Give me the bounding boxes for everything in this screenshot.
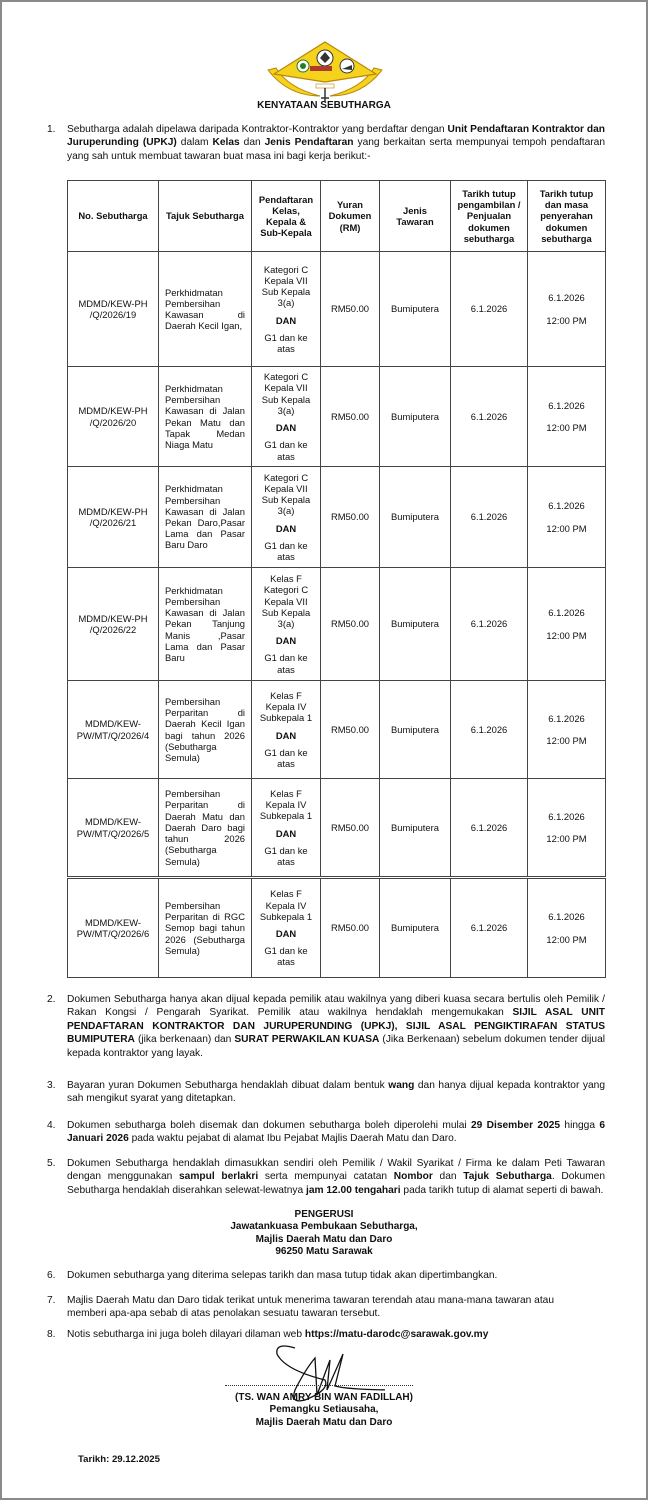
cell-jenis: Bumiputera xyxy=(380,779,451,878)
closing-date: 6.1.2026 xyxy=(548,399,585,411)
item-number: 8. xyxy=(47,1329,56,1340)
cell-tarikh-jual: 6.1.2026 xyxy=(451,367,528,467)
cell-pendaftaran xyxy=(252,568,321,681)
cell-yuran: RM50.00 xyxy=(321,367,380,467)
cell-tajuk: Pembersihan Perparitan di Daerah Matu dan Daerah Daro bagi tahun 2026 (Sebutharga Semula) xyxy=(159,779,252,878)
cell-jenis: Bumiputera xyxy=(380,878,451,978)
cell-tarikh-serah xyxy=(528,252,606,367)
cell-tarikh-jual: 6.1.2026 xyxy=(451,681,528,779)
paragraph-text xyxy=(67,1079,605,1106)
text: Notis sebutharga ini juga boleh dilayari dilaman web xyxy=(67,1329,305,1340)
page-title: KENYATAAN SEBUTHARGA xyxy=(257,100,391,111)
address-line: 96250 Matu Sarawak xyxy=(275,1246,373,1258)
text: dalam xyxy=(176,137,213,149)
closing-date: 6.1.2026 xyxy=(548,292,585,304)
item-number: 7. xyxy=(47,1295,56,1306)
cell-pendaftaran xyxy=(252,252,321,367)
cell-tarikh-serah xyxy=(528,467,606,568)
cell-yuran: RM50.00 xyxy=(321,467,380,568)
cell-tajuk: Pembersihan Perparitan di Daerah Kecil Igan bagi tahun 2026 (Sebutharga Semula) xyxy=(159,681,252,779)
paragraph-3 xyxy=(47,1079,605,1106)
paragraph-1 xyxy=(47,123,605,163)
kelas-text: Kelas F Kepala IV Subkepala 1 xyxy=(259,888,313,922)
bold-text: sampul berlakri xyxy=(179,1171,259,1183)
cell-jenis: Bumiputera xyxy=(380,681,451,779)
council-logo xyxy=(258,36,392,106)
text: (Jika Berkenaan) sebelum dokumen tender dijual kepada kontraktor yang layak. xyxy=(67,1034,606,1059)
gred-text: G1 dan ke atas xyxy=(264,652,308,675)
bold-text: Kelas xyxy=(212,137,240,149)
paragraph-6 xyxy=(47,1269,605,1282)
cell-tajuk: Perkhidmatan Pembersihan Kawasan di Jalan Pekan Matu dan Tapak Medan Niaga Matu xyxy=(159,367,252,467)
item-number: 2. xyxy=(47,994,56,1005)
signatory-position: Pemangku Setiausaha, xyxy=(269,1404,379,1416)
text: (jika berkenaan) dan xyxy=(134,1034,235,1046)
cell-no: MDMD/KEW-PW/MT/Q/2026/6 xyxy=(68,878,159,978)
paragraph-4 xyxy=(47,1119,605,1146)
closing-date: 6.1.2026 xyxy=(548,911,585,923)
table-row xyxy=(68,568,606,681)
gred-text: G1 dan ke atas xyxy=(264,331,308,354)
header-jenis: Jenis Tawaran xyxy=(380,181,451,252)
text: serta mempunyai catatan xyxy=(258,1171,394,1183)
document-date: Tarikh: 29.12.2025 xyxy=(78,1454,160,1465)
gred-text: G1 dan ke atas xyxy=(264,945,308,968)
dan-text: DAN xyxy=(275,314,297,326)
bold-text: SIJIL ASAL UNIT PENDAFTARAN KONTRAKTOR DAN JURUPERUNDING (UPKJ), SIJIL ASAL PENGIKTIRAFAN STATUS BUMIPUTERA xyxy=(67,1007,606,1046)
cell-yuran: RM50.00 xyxy=(321,252,380,367)
gred-text: G1 dan ke atas xyxy=(264,746,308,769)
bold-text: https://matu-darodc@sarawak.gov.my xyxy=(304,1329,489,1340)
header-pendaftaran: Pendaftaran Kelas, Kepala & Sub-Kepala xyxy=(252,181,321,252)
paragraph-text xyxy=(67,1269,605,1282)
dan-text: DAN xyxy=(275,827,297,839)
cell-no: MDMD/KEW-PW/MT/Q/2026/5 xyxy=(68,779,159,878)
kelas-text: Kategori C Kepala VII Sub Kepala 3(a) xyxy=(261,371,311,416)
cell-pendaftaran xyxy=(252,779,321,878)
closing-time: 12:00 PM xyxy=(546,522,587,534)
kelas-text: Kelas F Kepala IV Subkepala 1 xyxy=(259,787,313,822)
cell-pendaftaran xyxy=(252,681,321,779)
table-row xyxy=(68,779,606,878)
text: Bayaran yuran Dokumen Sebutharga hendaklah dibuat dalam bentuk xyxy=(67,1080,389,1091)
cell-tarikh-jual: 6.1.2026 xyxy=(451,467,528,568)
cell-jenis: Bumiputera xyxy=(380,367,451,467)
text: pada tarikh tutup di alamat seperti di bawah. xyxy=(400,1184,604,1196)
cell-no: MDMD/KEW-PH /Q/2026/20 xyxy=(68,367,159,467)
table-row xyxy=(68,367,606,467)
cell-tajuk: Perkhidmatan Pembersihan Kawasan di Jalan Pekan Tanjung Manis ,Pasar Lama dan Pasar Baru xyxy=(159,568,252,681)
closing-date: 6.1.2026 xyxy=(548,810,585,822)
bold-text: Tajuk Sebutharga xyxy=(463,1171,552,1183)
cell-tarikh-serah xyxy=(528,367,606,467)
signatory-org: Majlis Daerah Matu dan Daro xyxy=(255,1416,393,1428)
text: dan hanya dijual kepada kontraktor yang sah mengikut syarat yang ditetapkan. xyxy=(67,1080,605,1105)
item-number: 6. xyxy=(47,1270,56,1281)
cell-tajuk: Perkhidmatan Pembersihan Kawasan di Jalan Pekan Daro,Pasar Lama dan Pasar Baru Daro xyxy=(159,467,252,568)
kelas-text: Kelas F Kategori C Kepala VII Sub Kepala 3(a) xyxy=(261,573,311,629)
text: Majlis Daerah Matu dan Daro tidak terikat untuk menerima tawaran terendah atau mana-mana tawaran atau memberi apa-apa sebab di atas penolakan sesuatu tawaran tersebut. xyxy=(67,1295,554,1320)
item-number: 1. xyxy=(47,124,56,135)
text: . Dokumen Sebutharga hendaklah diserahkan selewat-lewatnya xyxy=(67,1171,605,1196)
signatory-block xyxy=(0,1392,648,1429)
dan-text: DAN xyxy=(275,635,297,647)
gred-text: G1 dan ke atas xyxy=(264,844,308,867)
cell-yuran: RM50.00 xyxy=(321,681,380,779)
paragraph-7 xyxy=(47,1294,567,1321)
closing-date: 6.1.2026 xyxy=(548,500,585,512)
dan-text: DAN xyxy=(275,729,297,741)
text: dan xyxy=(239,137,265,149)
gred-text: G1 dan ke atas xyxy=(264,439,308,462)
paragraph-text xyxy=(67,1294,567,1321)
table-row xyxy=(68,878,606,978)
cell-pendaftaran xyxy=(252,367,321,467)
paragraph-5 xyxy=(47,1157,605,1197)
signature-line xyxy=(225,1385,413,1386)
cell-pendaftaran xyxy=(252,878,321,978)
cell-yuran: RM50.00 xyxy=(321,568,380,681)
table-row xyxy=(68,681,606,779)
closing-time: 12:00 PM xyxy=(546,833,587,844)
closing-time: 12:00 PM xyxy=(546,933,587,945)
cell-jenis: Bumiputera xyxy=(380,467,451,568)
closing-time: 12:00 PM xyxy=(546,422,587,433)
tender-table xyxy=(67,180,606,978)
bold-text: wang xyxy=(388,1080,415,1091)
header-yuran: Yuran Dokumen (RM) xyxy=(321,181,380,252)
gred-text: G1 dan ke atas xyxy=(264,539,308,562)
cell-tajuk: Pembersihan Perparitan di RGC Semop bagi tahun 2026 (Sebutharga Semula) xyxy=(159,878,252,978)
paragraph-text xyxy=(67,1119,605,1146)
closing-date: 6.1.2026 xyxy=(548,607,585,619)
cell-tajuk: Perkhidmatan Pembersihan Kawasan di Daerah Kecil Igan, xyxy=(159,252,252,367)
cell-jenis: Bumiputera xyxy=(380,568,451,681)
cell-no: MDMD/KEW-PW/MT/Q/2026/4 xyxy=(68,681,159,779)
paragraph-text xyxy=(67,123,605,163)
table-header-row xyxy=(68,181,606,252)
cell-no: MDMD/KEW-PH /Q/2026/19 xyxy=(68,252,159,367)
text: yang berkaitan serta mempunyai tempoh pendaftaran yang sah untuk membuat tawaran buat masa ini bagi kerja berikut:- xyxy=(67,137,605,162)
dan-text: DAN xyxy=(275,522,297,534)
text: Dokumen sebutharga yang diterima selepas tarikh dan masa tutup tidak akan dipertimbangkan. xyxy=(67,1270,498,1281)
closing-time: 12:00 PM xyxy=(546,629,587,641)
cell-tarikh-jual: 6.1.2026 xyxy=(451,252,528,367)
text: Dokumen Sebutharga hendaklah dimasukkan sendiri oleh Pemilik / Wakil Syarikat / Firma ke dalam Peti Tawaran dengan menggunakan xyxy=(67,1158,605,1183)
paragraph-2 xyxy=(47,993,605,1060)
cell-pendaftaran xyxy=(252,467,321,568)
cell-yuran: RM50.00 xyxy=(321,878,380,978)
bold-text: Jenis Pendaftaran xyxy=(264,137,354,149)
bold-text: Nombor xyxy=(393,1171,433,1183)
item-number: 5. xyxy=(47,1158,56,1169)
text: Dokumen sebutharga boleh disemak dan dokumen sebutharga boleh diperolehi mulai xyxy=(67,1120,471,1131)
table-row xyxy=(68,252,606,367)
table-row xyxy=(68,467,606,568)
header-tarikh-jual: Tarikh tutup pengambilan / Penjualan dokumen sebutharga xyxy=(451,181,528,252)
signatory-name: (TS. WAN AMRY BIN WAN FADILLAH) xyxy=(235,1392,413,1403)
kelas-text: Kelas F Kepala IV Subkepala 1 xyxy=(259,689,313,724)
closing-time: 12:00 PM xyxy=(546,735,587,746)
cell-tarikh-jual: 6.1.2026 xyxy=(451,779,528,878)
cell-tarikh-jual: 6.1.2026 xyxy=(451,568,528,681)
bold-text: SURAT PERWAKILAN KUASA xyxy=(234,1034,380,1046)
item-number: 3. xyxy=(47,1080,56,1091)
cell-tarikh-serah xyxy=(528,568,606,681)
cell-tarikh-serah xyxy=(528,779,606,878)
cell-no: MDMD/KEW-PH /Q/2026/21 xyxy=(68,467,159,568)
cell-jenis: Bumiputera xyxy=(380,252,451,367)
text: pada waktu pejabat di alamat Ibu Pejabat Majlis Daerah Matu dan Daro. xyxy=(128,1133,457,1145)
header-tarikh-serah: Tarikh tutup dan masa penyerahan dokumen sebutharga xyxy=(528,181,606,252)
dan-text: DAN xyxy=(275,928,297,939)
address-line: Jawatankuasa Pembukaan Sebutharga, xyxy=(230,1221,418,1233)
address-line: PENGERUSI xyxy=(294,1209,354,1220)
cell-tarikh-jual: 6.1.2026 xyxy=(451,878,528,978)
bold-text: jam 12.00 tengahari xyxy=(306,1184,401,1196)
kelas-text: Kategori C Kepala VII Sub Kepala 3(a) xyxy=(261,263,311,309)
text: Sebutharga adalah dipelawa daripada Kontraktor-Kontraktor yang berdaftar dengan xyxy=(67,124,448,135)
closing-time: 12:00 PM xyxy=(546,314,587,326)
header-tajuk: Tajuk Sebutharga xyxy=(159,181,252,252)
cell-no: MDMD/KEW-PH /Q/2026/22 xyxy=(68,568,159,681)
kelas-text: Kategori C Kepala VII Sub Kepala 3(a) xyxy=(261,471,311,517)
header-no: No. Sebutharga xyxy=(68,181,159,252)
cell-yuran: RM50.00 xyxy=(321,779,380,878)
text: hingga xyxy=(560,1120,600,1131)
address-block xyxy=(0,1209,648,1259)
text: dan xyxy=(432,1171,464,1183)
paragraph-text xyxy=(67,993,605,1060)
text: Dokumen Sebutharga hanya akan dijual kepada pemilik atau wakilnya yang diberi kuasa secara bertulis oleh Pemilik / Rakan Kongsi / Pengarah Syarikat. Pemilik atau wakilnya hendaklah mengemukakan xyxy=(67,994,605,1019)
bold-text: 29 Disember 2025 xyxy=(471,1120,561,1131)
dan-text: DAN xyxy=(275,422,297,434)
cell-tarikh-serah xyxy=(528,878,606,978)
paragraph-text xyxy=(67,1157,605,1197)
address-line: Majlis Daerah Matu dan Daro xyxy=(255,1233,393,1245)
bold-text: Unit Pendaftaran Kontraktor dan Juruperunding (UPKJ) xyxy=(67,124,606,149)
closing-date: 6.1.2026 xyxy=(548,712,585,724)
cell-tarikh-serah xyxy=(528,681,606,779)
bold-text: 6 Januari 2026 xyxy=(67,1120,605,1145)
item-number: 4. xyxy=(47,1120,56,1131)
